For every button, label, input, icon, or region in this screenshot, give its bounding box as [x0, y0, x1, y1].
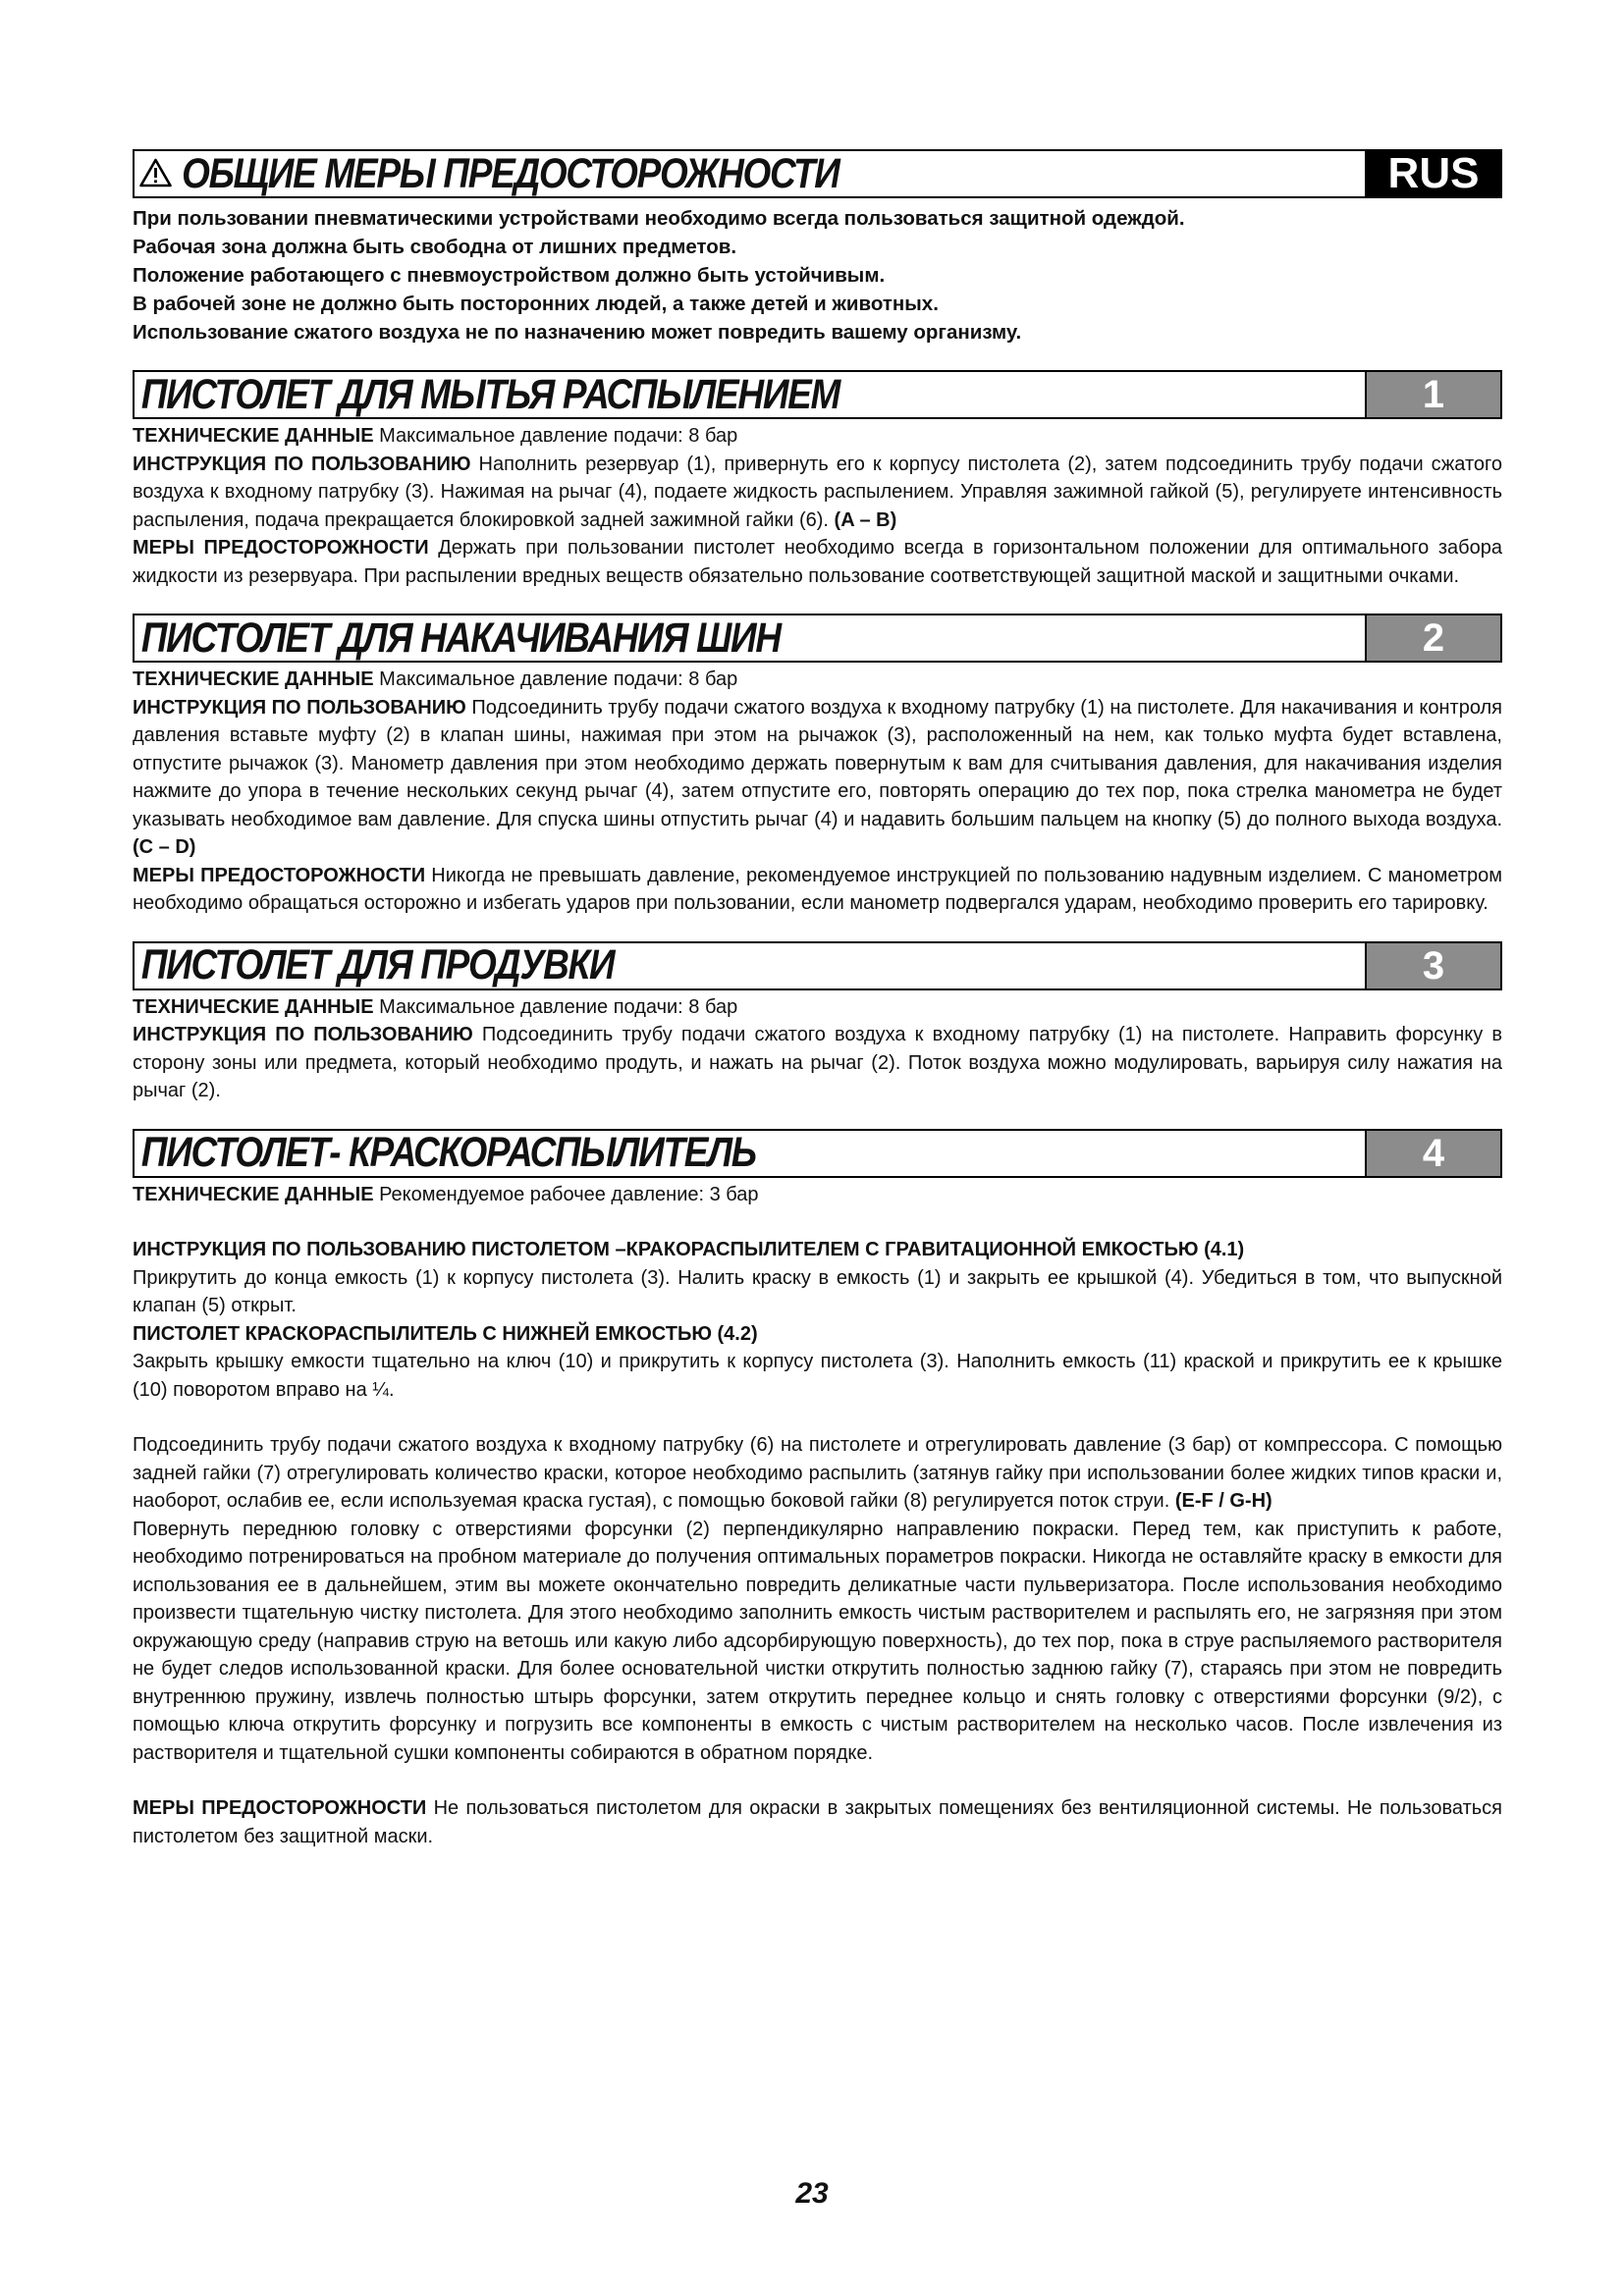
tech-data-text: Максимальное давление подачи: 8 бар	[373, 668, 738, 690]
tech-data-label: ТЕХНИЧЕСКИЕ ДАННЫЕ	[133, 995, 374, 1018]
section-2-number: 2	[1365, 615, 1500, 661]
instructions-label: ИНСТРУКЦИЯ ПО ПОЛЬЗОВАНИЮ	[133, 453, 471, 475]
section-3-header	[133, 941, 1502, 990]
page-number: 23	[795, 2177, 829, 2210]
precautions-paragraph	[133, 534, 1502, 590]
tech-data-paragraph	[133, 422, 1502, 451]
instructions-paragraph	[133, 1021, 1502, 1105]
general-precautions-text	[133, 204, 1502, 347]
section-1-number: 1	[1365, 372, 1500, 417]
general-line: Использование сжатого воздуха не по назначению может повредить вашему организму.	[133, 321, 1022, 344]
tech-data-label: ТЕХНИЧЕСКИЕ ДАННЫЕ	[133, 1183, 374, 1205]
section-4-number: 4	[1365, 1131, 1500, 1176]
section-1-header	[133, 370, 1502, 419]
page-content	[133, 149, 1502, 1850]
general-line: При пользовании пневматическими устройствами необходимо всегда пользоваться защитной одеждой.	[133, 207, 1185, 230]
precautions-paragraph	[133, 1794, 1502, 1850]
section-2-title: ПИСТОЛЕТ ДЛЯ НАКАЧИВАНИЯ ШИН	[140, 614, 781, 662]
precautions-paragraph	[133, 862, 1502, 918]
instructions-label: ИНСТРУКЦИЯ ПО ПОЛЬЗОВАНИЮ	[133, 696, 466, 719]
section-3-title: ПИСТОЛЕТ ДЛЯ ПРОДУВКИ	[140, 941, 615, 988]
section-2-header	[133, 614, 1502, 663]
instructions-text: Подсоединить трубу подачи сжатого воздуха к входному патрубку (1) на пистолете. Для накачивания и контроля давления вставьте муфту (2) в клапан шины, нажимая при этом на рычажок (3), расположенный на нем, как только муфта будет вставлена, отпустите рычажок (3). Манометр давления при этом необходимо держать повернутым к вам для считывания давления, для накачивания изделия нажмите до упора в течение нескольких секунд рычаг (4), затем отпустите его, повторять операцию до тех пор, пока стрелка манометра не будет указывать необходимое вам давление. Для спуска шины отпустить рычаг (4) и надавить большим пальцем на кнопку (5) до полного выхода воздуха.	[133, 696, 1503, 830]
warning-triangle-icon	[139, 153, 173, 195]
section-4-body	[133, 1181, 1502, 1851]
tech-data-label: ТЕХНИЧЕСКИЕ ДАННЫЕ	[133, 668, 374, 690]
section-tire-inflator-gun	[133, 614, 1502, 918]
spacer	[133, 1767, 1502, 1794]
section-1-body	[133, 422, 1502, 590]
general-title-text: ОБЩИЕ МЕРЫ ПРЕДОСТОРОЖНОСТИ	[182, 149, 839, 197]
section-3-body	[133, 993, 1502, 1105]
section-2-body	[133, 666, 1502, 918]
tech-data-paragraph	[133, 1181, 1502, 1209]
tech-data-paragraph	[133, 666, 1502, 694]
gravity-cup-heading: ИНСТРУКЦИЯ ПО ПОЛЬЗОВАНИЮ ПИСТОЛЕТОМ –КРАКОРАСПЫЛИТЕЛЕМ С ГРАВИТАЦИОННОЙ ЕМКОСТЬЮ (4.1)	[133, 1239, 1245, 1260]
tech-data-label: ТЕХНИЧЕСКИЕ ДАННЫЕ	[133, 425, 374, 447]
precautions-label: МЕРЫ ПРЕДОСТОРОЖНОСТИ	[133, 537, 429, 559]
gravity-cup-text: Прикрутить до конца емкость (1) к корпусу пистолета (3). Налить краску в емкость (1) и закрыть ее крышкой (4). Убедиться в том, что выпускной клапан (5) открыт.	[133, 1266, 1502, 1316]
precautions-label: МЕРЫ ПРЕДОСТОРОЖНОСТИ	[133, 1797, 427, 1819]
precautions-text: Никогда не превышать давление, рекомендуемое инструкцией по пользованию надувным изделием. С манометром необходимо обращаться осторожно и избегать ударов при пользовании, если манометр подвергался ударам, необходимо проверить его тарировку.	[133, 864, 1502, 914]
tech-data-text: Максимальное давление подачи: 8 бар	[373, 425, 738, 447]
instructions-text: Подсоединить трубу подачи сжатого воздуха к входному патрубку (1) на пистолете. Направить форсунку в сторону зоны или предмета, который необходимо продуть, и нажать на рычаг (2). Поток воздуха можно модулировать, варьируя силу нажатия на рычаг (2).	[133, 1024, 1503, 1101]
instructions-paragraph	[133, 694, 1502, 862]
instructions-text: Наполнить резервуар (1), привернуть его к корпусу пистолета (2), затем подсоединить трубу подачи сжатого воздуха к входному патрубку (3). Нажимая на рычаг (4), подаете жидкость распылением. Управляя зажимной гайкой (5), регулируете интенсивность распыления, подача прекращается блокировкой задней зажимной гайки (6).	[133, 453, 1502, 531]
general-precautions-title	[135, 151, 1193, 196]
general-line: Положение работающего с пневмоустройством должно быть устойчивым.	[133, 264, 886, 287]
precautions-label: МЕРЫ ПРЕДОСТОРОЖНОСТИ	[133, 864, 426, 886]
section-paint-spray-gun	[133, 1129, 1502, 1851]
general-precautions-header	[133, 149, 1502, 198]
section-4-title: ПИСТОЛЕТ- КРАСКОРАСПЫЛИТЕЛЬ	[140, 1129, 756, 1176]
instructions-label: ИНСТРУКЦИЯ ПО ПОЛЬЗОВАНИЮ	[133, 1024, 473, 1045]
general-line: В рабочей зоне не должно быть посторонних людей, а также детей и животных.	[133, 293, 939, 315]
section-spray-wash-gun	[133, 370, 1502, 590]
lower-cup-heading: ПИСТОЛЕТ КРАСКОРАСПЫЛИТЕЛЬ С НИЖНЕЙ ЕМКОСТЬЮ (4.2)	[133, 1322, 758, 1345]
language-badge: RUS	[1365, 151, 1500, 196]
tech-data-text: Максимальное давление подачи: 8 бар	[373, 995, 738, 1018]
spacer	[133, 1404, 1502, 1431]
figure-ref: (C – D)	[133, 836, 196, 858]
spacer	[133, 1208, 1502, 1236]
precautions-text: Не пользоваться пистолетом для окраски в закрытых помещениях без вентиляционной системы. Не пользоваться пистолетом без защитной маски.	[133, 1797, 1502, 1847]
tech-data-paragraph	[133, 993, 1502, 1022]
figure-ref: (E-F / G-H)	[1174, 1490, 1272, 1512]
tech-data-text: Рекомендуемое рабочее давление: 3 бар	[373, 1183, 759, 1205]
cleaning-paragraph: Повернуть переднюю головку с отверстиями форсунки (2) перпендикулярно направлению покраски. Перед тем, как приступить к работе, необходимо потренироваться на пробном материале до получения оптимальных пораметров покраски. Никогда не оставляйте краску в емкости для использования ее в дальнейшем, этим вы можете окончательно повредить деликатные части пульверизатора. После использования необходимо произвести тщательную чистку пистолета. Для этого необходимо заполнить емкость чистым растворителем и распылять его, не загрязняя при этом окружающую среду (направив струю на ветошь или какую либо адсорбирующую поверхность), до тех пор, пока в струе распыляемого растворителя не будет следов использованной краски. Для более основательной чистки открутить полностью заднюю гайку (7), стараясь при этом не повредить внутреннюю пружину, извлечь полностью штырь форсунки, затем открутить переднее кольцо и снять головку с отверстиями форсунки (9/2), с помощью ключа открутить форсунку и погрузить все компоненты в емкость с чистым растворителем на несколько часов. После извлечения из растворителя и тщательной сушки компоненты собираются в обратном порядке.	[133, 1518, 1502, 1764]
figure-ref: (A – B)	[834, 508, 897, 531]
section-1-title: ПИСТОЛЕТ ДЛЯ МЫТЬЯ РАСПЫЛЕНИЕМ	[140, 370, 840, 418]
section-blow-gun	[133, 941, 1502, 1105]
lower-cup-text: Закрыть крышку емкости тщательно на ключ (10) и прикрутить к корпусу пистолета (3). Наполнить емкость (11) краской и прикрутить ее к крышке (10) поворотом вправо на ¼.	[133, 1351, 1502, 1401]
connect-text: Подсоединить трубу подачи сжатого воздуха к входному патрубку (6) на пистолете и отрегулировать давление (3 бар) от компрессора. С помощью задней гайки (7) отрегулировать количество краски, которое необходимо распылить (затянув гайку при использовании более жидких типов краски и, наоборот, ослабив ее, если используемая краска густая), с помощью боковой гайки (8) регулируется поток струи.	[133, 1434, 1502, 1512]
instructions-paragraph	[133, 451, 1502, 535]
connect-paragraph	[133, 1431, 1502, 1516]
general-line: Рабочая зона должна быть свободна от лишних предметов.	[133, 236, 737, 258]
precautions-text: Держать при пользовании пистолет необходимо всегда в горизонтальном положении для оптимального забора жидкости из резервуара. При распылении вредных веществ обязательно пользование соответствующей защитной маской и защитными очками.	[133, 537, 1502, 587]
section-3-number: 3	[1365, 943, 1500, 988]
section-4-header	[133, 1129, 1502, 1178]
